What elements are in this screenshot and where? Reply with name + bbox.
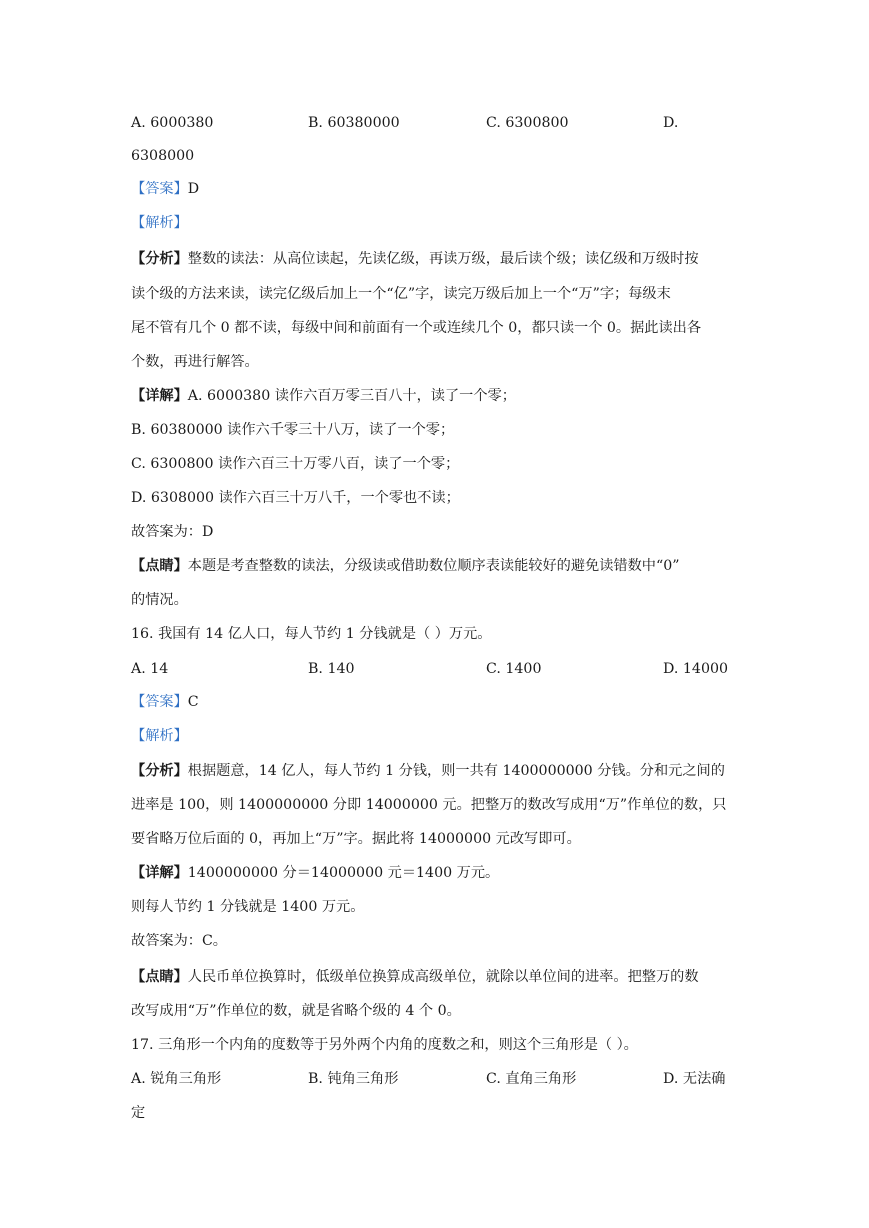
answer-value: D — [187, 181, 200, 197]
xiangjie-text: 1400000000 分＝14000000 元＝1400 万元。 — [187, 865, 500, 881]
q15-xiangjie-line-3: C. 6300800 读作六百三十万零八百，读了一个零； — [131, 456, 460, 472]
q17-option-d-wrap: 定 — [131, 1105, 146, 1121]
q16-fenxi-line-3: 要省略万位后面的 0，再加上“万”字。据此将 14000000 元改写即可。 — [131, 831, 581, 847]
dianjing-text: 本题是考查整数的读法，分级读或借助数位顺序表读能较好的避免读错数中“0” — [187, 558, 680, 574]
q16-option-d: D. 14000 — [663, 661, 729, 677]
q15-answer — [131, 180, 199, 198]
q16-fenxi-line-1 — [131, 762, 725, 780]
q15-option-c: C. 6300800 — [486, 115, 569, 131]
q15-conclusion: 故答案为：D — [131, 524, 214, 540]
dianjing-text: 人民币单位换算时，低级单位换算成高级单位，就除以单位间的进率。把整万的数 — [187, 969, 699, 985]
answer-tag: 【答案】 — [131, 694, 188, 710]
q17-option-a: A. 锐角三角形 — [131, 1071, 222, 1087]
q15-fenxi-line-2: 读个级的方法来读，读完亿级后加上一个“亿”字，读完万级后加上一个“万”字；每级末 — [131, 286, 671, 302]
q16-xiangjie-line-1 — [131, 864, 499, 882]
q16-dianjing-line-2: 改写成用“万”作单位的数，就是省略个级的 4 个 0。 — [131, 1003, 461, 1019]
q15-dianjing-line-2: 的情况。 — [131, 592, 188, 608]
q15-fenxi-line-4: 个数，再进行解答。 — [131, 354, 259, 370]
xiangjie-tag: 【详解】 — [131, 388, 188, 404]
q15-analysis-tag: 【解析】 — [131, 215, 188, 231]
fenxi-tag: 【分析】 — [131, 251, 188, 267]
q17-question: 17. 三角形一个内角的度数等于另外两个内角的度数之和，则这个三角形是（ ）。 — [131, 1037, 638, 1053]
dianjing-tag: 【点睛】 — [131, 969, 188, 985]
xiangjie-tag: 【详解】 — [131, 865, 188, 881]
xiangjie-text: A. 6000380 读作六百万零三百八十，读了一个零； — [187, 388, 516, 404]
q17-option-d: D. 无法确 — [663, 1071, 726, 1087]
fenxi-text: 整数的读法：从高位读起，先读亿级，再读万级，最后读个级；读亿级和万级时按 — [187, 251, 699, 267]
answer-value: C — [187, 694, 199, 710]
q15-xiangjie-line-2: B. 60380000 读作六千零三十八万，读了一个零； — [131, 422, 455, 438]
q16-answer — [131, 693, 199, 711]
q17-option-c: C. 直角三角形 — [486, 1071, 577, 1087]
fenxi-tag: 【分析】 — [131, 763, 188, 779]
q15-option-b: B. 60380000 — [308, 115, 400, 131]
dianjing-tag: 【点睛】 — [131, 558, 188, 574]
q16-question: 16. 我国有 14 亿人口，每人节约 1 分钱就是（ ）万元。 — [131, 626, 492, 642]
answer-tag: 【答案】 — [131, 181, 188, 197]
q15-option-a: A. 6000380 — [131, 115, 214, 131]
q16-option-b: B. 140 — [308, 661, 355, 677]
q15-xiangjie-line-1 — [131, 387, 516, 405]
q15-fenxi-line-3: 尾不管有几个 0 都不读，每级中间和前面有一个或连续几个 0，都只读一个 0。据此读出各 — [131, 320, 702, 336]
q16-conclusion: 故答案为：C。 — [131, 933, 227, 949]
q15-option-d: D. — [663, 115, 679, 131]
q16-option-a: A. 14 — [131, 661, 169, 677]
q16-dianjing-line-1 — [131, 968, 699, 986]
q15-dianjing-line-1 — [131, 557, 680, 575]
q15-option-d-wrap: 6308000 — [131, 148, 195, 164]
q16-option-c: C. 1400 — [486, 661, 542, 677]
q15-fenxi-line-1 — [131, 250, 699, 268]
fenxi-text: 根据题意，14 亿人，每人节约 1 分钱，则一共有 1400000000 分钱。分和元之间的 — [187, 763, 725, 779]
q15-xiangjie-line-4: D. 6308000 读作六百三十万八千，一个零也不读； — [131, 490, 460, 506]
q16-xiangjie-line-2: 则每人节约 1 分钱就是 1400 万元。 — [131, 899, 365, 915]
q17-option-b: B. 钝角三角形 — [308, 1071, 399, 1087]
q16-fenxi-line-2: 进率是 100，则 1400000000 分即 14000000 元。把整万的数改写成用“万”作单位的数，只 — [131, 797, 727, 813]
q16-analysis-tag: 【解析】 — [131, 728, 188, 744]
